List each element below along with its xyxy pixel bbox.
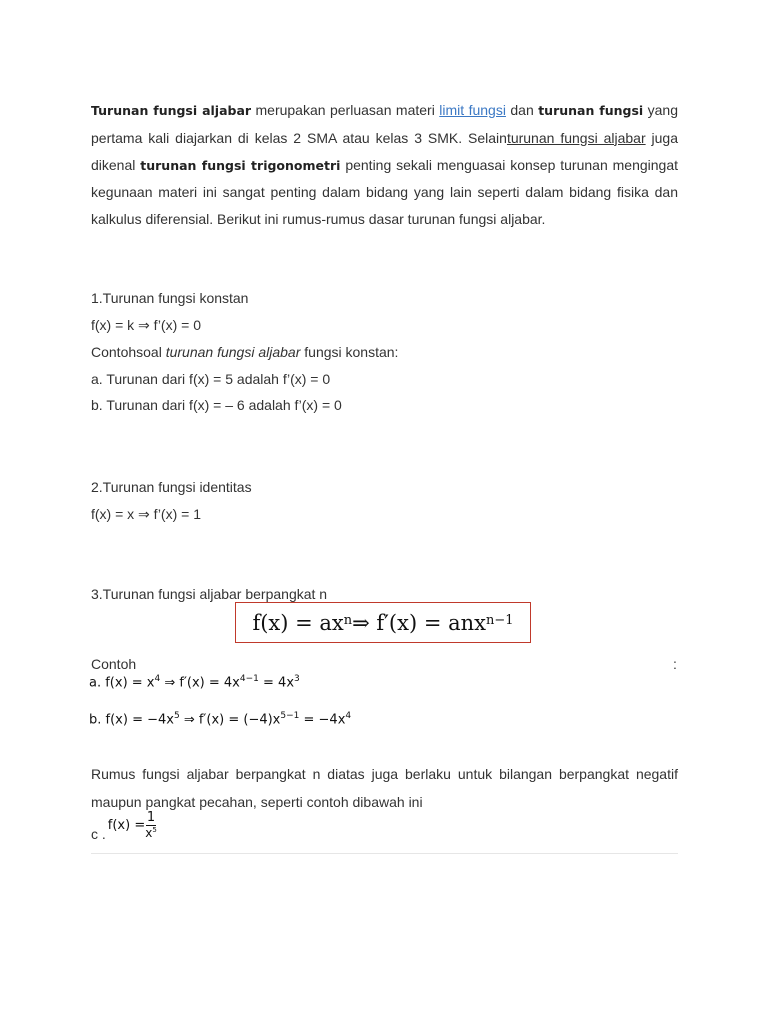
contoh-label: Contoh [91, 656, 137, 672]
section1-example-b: b. Turunan dari f(x) = – 6 adalah f’(x) = 0 [91, 397, 342, 413]
formula-lhs-exponent: n [343, 613, 353, 628]
denominator-exponent: 5 [152, 826, 157, 834]
bold-term-turunan-fungsi: turunan fungsi [538, 103, 644, 118]
math-text: a. f(x) = x [89, 675, 155, 691]
power-rule-formula-box [235, 602, 531, 643]
formula-rhs: ⇒ f′(x) = anx [352, 610, 486, 635]
section1-heading: 1.Turunan fungsi konstan [91, 290, 249, 306]
example-a-math [89, 674, 300, 690]
math-exponent: 5 [173, 711, 180, 721]
math-text: ⇒ f′(x) = 4x [160, 675, 240, 691]
intro-text: penting sekali menguasai konsep turunan mengingat kegunaan materi ini sangat penting dalam bidang yang lain seperti dalam bidang fisika dan kalkulus diferensial. Berikut ini rumus-rumus dasar turunan fungsi aljabar. [91, 156, 678, 228]
intro-text: merupakan perluasan materi [251, 102, 440, 118]
intro-text: yang pertama kali diajarkan di kelas 2 SMA atau kelas 3 SMK. Selain [91, 102, 678, 146]
divider-line [91, 853, 678, 854]
math-text: = 4x [258, 675, 295, 691]
section2-heading: 2.Turunan fungsi identitas [91, 479, 252, 495]
section1-rule: f(x) = k ⇒ f’(x) = 0 [91, 317, 201, 333]
formula-rhs-exponent: n−1 [486, 613, 514, 628]
section1-example-a: a. Turunan dari f(x) = 5 adalah f’(x) = 0 [91, 371, 331, 387]
section1-example-intro [91, 344, 398, 360]
intro-text: dan [505, 102, 539, 118]
link-turunan-fungsi-aljabar[interactable]: turunan fungsi aljabar [506, 129, 646, 146]
bold-term-turunan-fungsi-aljabar: Turunan fungsi aljabar [91, 103, 252, 118]
intro-text: juga dikenal [91, 129, 678, 173]
example-intro-text: Contohsoal [91, 344, 166, 360]
section3-heading: 3.Turunan fungsi aljabar berpangkat n [91, 586, 328, 602]
example-intro-italic: turunan fungsi aljabar [165, 344, 301, 360]
math-exponent: 5−1 [280, 711, 300, 721]
fraction-numerator: 1 [146, 810, 156, 825]
section2-rule: f(x) = x ⇒ f’(x) = 1 [91, 506, 201, 522]
example-intro-text: fungsi konstan: [300, 344, 399, 360]
math-exponent: 3 [294, 674, 300, 684]
intro-paragraph [91, 97, 678, 233]
math-text: ⇒ f′(x) = (−4)x [179, 712, 281, 728]
negative-fractional-power-paragraph: Rumus fungsi aljabar berpangkat n diatas juga berlaku untuk bilangan berpangkat negatif maupun pangkat pecahan, seperti contoh dibawah ini [91, 766, 678, 810]
math-exponent: 4−1 [239, 674, 259, 684]
example-c [91, 808, 157, 842]
formula-lhs: f(x) = ax [252, 610, 344, 635]
math-exponent: 4 [345, 711, 352, 721]
example-c-function: f(x) = [107, 817, 146, 833]
contoh-colon: : [673, 656, 677, 672]
link-limit-fungsi[interactable]: limit fungsi [439, 102, 506, 118]
example-c-fraction [145, 811, 157, 839]
math-exponent: 4 [154, 674, 161, 684]
example-c-label: c . [91, 826, 106, 842]
math-text: b. f(x) = −4x [89, 712, 174, 728]
example-b-math [89, 711, 351, 727]
denominator-base: x [145, 826, 153, 840]
math-text: = −4x [299, 712, 346, 728]
fraction-denominator [145, 826, 157, 839]
bold-term-turunan-fungsi-trigonometri: turunan fungsi trigonometri [140, 157, 341, 173]
